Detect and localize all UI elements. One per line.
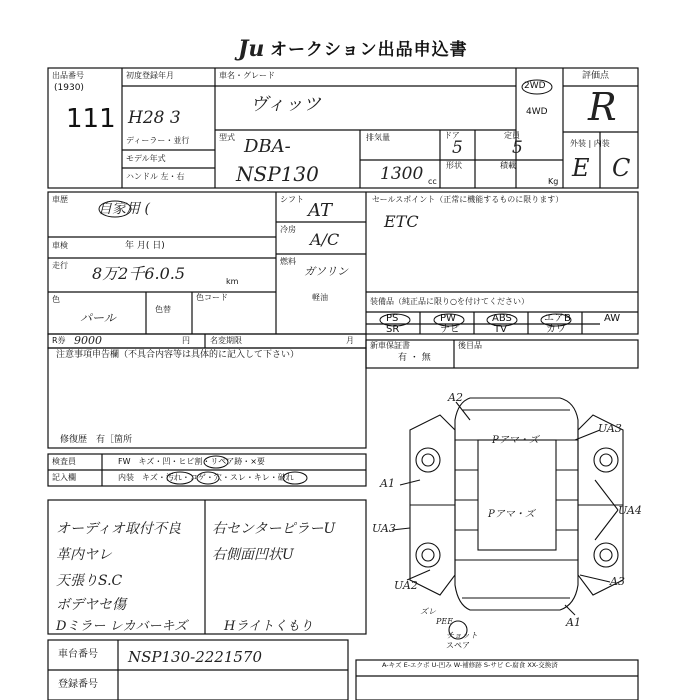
remark-left-2: 革内ヤレ bbox=[56, 547, 112, 563]
diagram-note-side: Pアマ・ズ bbox=[488, 509, 535, 520]
diagram-label-zure: ズレ bbox=[420, 607, 436, 616]
model-year-label: モデル年式 bbox=[126, 154, 166, 163]
equip-aw: AW bbox=[604, 313, 621, 324]
score-label: 評価点 bbox=[582, 71, 610, 81]
inspection-label: 車検 bbox=[52, 241, 68, 250]
color-label: 色 bbox=[52, 295, 60, 304]
damage-legend: A-キズ E-エクボ U-凹み W-補修跡 S-サビ C-腐食 XX-交換済 bbox=[382, 661, 558, 669]
shift-label: シフト bbox=[280, 195, 304, 204]
capacity-value: 5 bbox=[512, 138, 523, 158]
history-label: 車歴 bbox=[52, 195, 68, 204]
doors-label: ドア bbox=[444, 131, 460, 140]
drive-2wd: 2WD bbox=[524, 81, 546, 91]
name-change-label: 名変期限 bbox=[210, 336, 242, 345]
remark-left-3: 天張りS.C bbox=[56, 573, 123, 589]
diagram-label-a1-bottom: A1 bbox=[566, 616, 581, 629]
fuel-value: ガソリン bbox=[304, 265, 348, 278]
cooler-label: 冷房 bbox=[280, 225, 296, 234]
chassis-value: NSP130-2221570 bbox=[128, 648, 262, 666]
recycle-value: 9000 bbox=[74, 334, 102, 347]
mileage-label: 走行 bbox=[52, 261, 68, 270]
diagram-note-roof: Pアマ・ズ bbox=[492, 435, 539, 446]
entry-items: 内装 キズ・汚れ・コゲ・穴・スレ・キレ・破れ bbox=[118, 473, 294, 482]
equip-abs: ABS bbox=[492, 313, 512, 324]
recycle-label: R券 bbox=[52, 336, 66, 345]
diagram-label-spare: スペア bbox=[446, 641, 470, 650]
score-value: R bbox=[588, 85, 617, 129]
drive-4wd: 4WD bbox=[526, 107, 548, 117]
type-value-prefix: DBA- bbox=[244, 136, 291, 157]
interior-score: C bbox=[612, 154, 631, 182]
registration-label: 登録番号 bbox=[58, 679, 98, 690]
cooler-value: A/C bbox=[310, 230, 340, 249]
remark-right-1: 右センターピラーU bbox=[212, 521, 336, 537]
exterior-score: E bbox=[572, 154, 590, 182]
dealer-label: ディーラー・並行 bbox=[126, 136, 190, 145]
displacement-value: 1300 bbox=[380, 164, 424, 184]
notes-label: 注意事項申告欄（不具合内容等は具体的に記入して下さい） bbox=[56, 350, 300, 360]
diagram-label-ua3-left: UA3 bbox=[372, 522, 396, 535]
load-unit: Kg bbox=[548, 177, 559, 186]
diagram-label-ua4: UA4 bbox=[618, 504, 642, 517]
remark-left-4: ボデヤセ傷 bbox=[56, 597, 126, 613]
type-value-model: NSP130 bbox=[236, 162, 319, 186]
load-label: 積載 bbox=[500, 161, 516, 170]
inspector-label: 検査員 bbox=[52, 457, 76, 466]
diagram-label-a3: A3 bbox=[610, 575, 625, 588]
diagram-label-a2: A2 bbox=[448, 391, 463, 404]
inspector-items: FW キズ・凹・ヒビ割・リペア跡・×要 bbox=[118, 457, 265, 466]
mileage-unit: km bbox=[226, 277, 239, 286]
first-registration-value: H28 3 bbox=[128, 108, 181, 128]
equipment-label: 装備品（純正品に限り○を付けてください） bbox=[370, 297, 529, 306]
fuel-label: 燃料 bbox=[280, 257, 296, 266]
later-label: 後目品 bbox=[458, 341, 482, 350]
displacement-unit: cc bbox=[428, 177, 437, 186]
recycle-unit: 円 bbox=[182, 336, 190, 345]
first-registration-label: 初度登録年月 bbox=[126, 71, 174, 80]
capacity-label: 定員 bbox=[504, 131, 520, 140]
sales-point-value: ETC bbox=[384, 212, 419, 231]
handle-label: ハンドル 左・右 bbox=[126, 172, 185, 181]
color-code-label: 色コード bbox=[196, 293, 228, 302]
remark-right-5: Hライトくもり bbox=[224, 619, 313, 634]
equip-leather: カワ bbox=[546, 324, 566, 335]
doors-value: 5 bbox=[452, 138, 463, 158]
mileage-value: 8万2千6.0.5 bbox=[92, 264, 186, 283]
color-change-label: 色替 bbox=[155, 305, 171, 314]
fuel-light-label: 軽油 bbox=[312, 293, 328, 302]
auction-logo: Ju bbox=[238, 36, 265, 62]
warranty-label: 新車保証書 bbox=[370, 341, 410, 350]
history-value: 自家用 ( bbox=[98, 201, 150, 217]
diagram-label-a1-left: A1 bbox=[380, 477, 395, 490]
listing-number: 111 bbox=[66, 104, 116, 134]
equip-tv: TV bbox=[494, 324, 507, 335]
listing-number-small: (1930) bbox=[54, 83, 84, 93]
car-name-value: ヴィッツ bbox=[250, 94, 321, 115]
form-title: オークション出品申込書 bbox=[270, 40, 468, 60]
shift-value: AT bbox=[308, 200, 333, 221]
repair-history-label: 修復歴 有［箇所 bbox=[60, 435, 133, 445]
warranty-value: 有 ・ 無 bbox=[398, 353, 431, 363]
remark-left-5: Dミラー レカバーキズ bbox=[56, 619, 188, 634]
displacement-label: 排気量 bbox=[366, 133, 390, 142]
exterior-interior-label: 外装 | 内装 bbox=[570, 139, 610, 148]
sales-point-label: セールスポイント（正常に機能するものに限ります） bbox=[372, 195, 564, 204]
car-name-label: 車名・グレード bbox=[219, 71, 275, 80]
name-change-value: 月 bbox=[346, 336, 354, 345]
equip-ps: PS bbox=[386, 313, 399, 324]
color-value: パール bbox=[80, 311, 116, 325]
diagram-label-ua3-top: UA3 bbox=[598, 422, 622, 435]
equip-airbag: エアB bbox=[544, 313, 571, 324]
diagram-label-ua2: UA2 bbox=[394, 579, 418, 592]
equip-sr: SR bbox=[386, 324, 400, 335]
inspection-value: 年 月( 日) bbox=[125, 241, 165, 251]
listing-number-label: 出品番号 bbox=[52, 71, 84, 80]
equip-navi: ナビ bbox=[440, 324, 460, 335]
equip-pw: PW bbox=[440, 313, 456, 324]
remark-right-2: 右側面凹状U bbox=[212, 547, 294, 563]
shape-label: 形状 bbox=[446, 161, 462, 170]
diagram-label-chotto: チョット bbox=[446, 631, 478, 640]
chassis-label: 車台番号 bbox=[58, 649, 98, 660]
remark-left-1: オーディオ取付不良 bbox=[56, 521, 181, 537]
diagram-label-pee: PEE bbox=[436, 617, 454, 626]
entry-label: 記入欄 bbox=[52, 473, 76, 482]
type-label: 型式 bbox=[219, 133, 235, 142]
